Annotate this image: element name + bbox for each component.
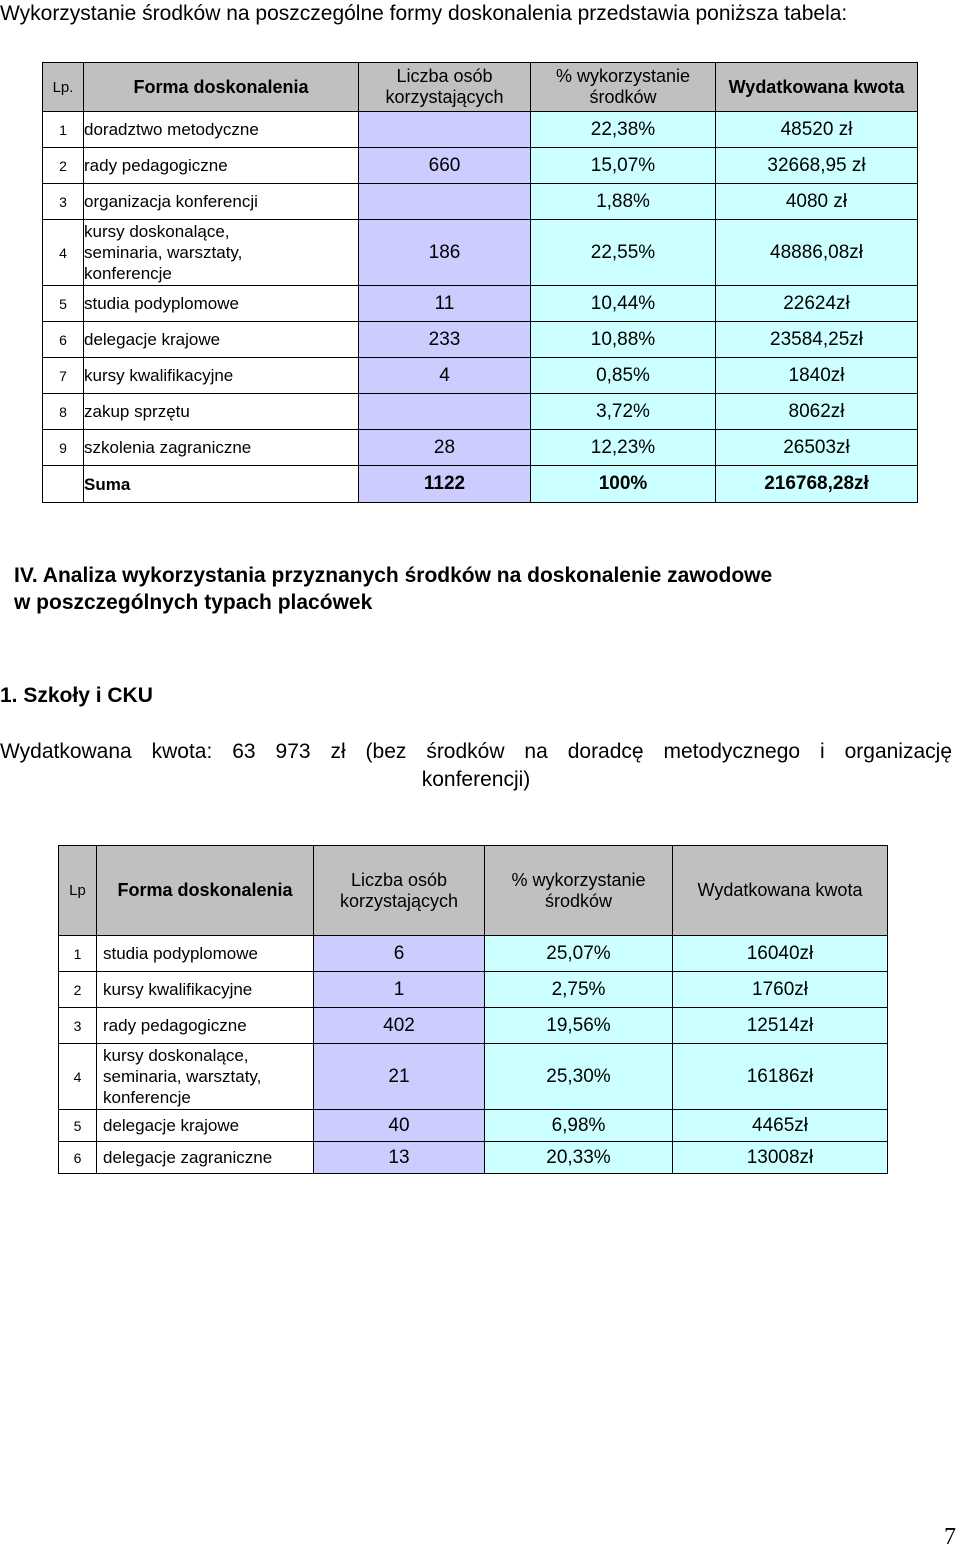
row-kwota: 48886,08zł (716, 220, 918, 286)
row-lp: 5 (59, 1110, 97, 1142)
row-pct: 10,88% (531, 322, 716, 358)
header-lp: Lp. (43, 63, 84, 112)
spent-amount-text: Wydatkowana kwota: 63 973 zł (bez środków na doradcę metodycznego i organizację konferencji) (0, 740, 952, 791)
row-forma (84, 112, 359, 148)
table-row (43, 112, 918, 148)
row-forma (84, 286, 359, 322)
table-row (59, 1008, 888, 1044)
header-forma: Forma doskonalenia (84, 63, 359, 112)
table-row (43, 286, 918, 322)
forma-line: kursy doskonalące, (103, 1046, 249, 1065)
table-row (43, 220, 918, 286)
row-pct: 10,44% (531, 286, 716, 322)
table-header-row (43, 63, 918, 112)
row-pct: 25,30% (485, 1044, 673, 1110)
forma-line: szkolenia zagraniczne (84, 438, 252, 457)
forma-line: seminaria, warsztaty, (103, 1067, 262, 1086)
table-header-row (59, 846, 888, 936)
row-liczba: 1 (314, 972, 485, 1008)
row-kwota: 12514zł (673, 1008, 888, 1044)
row-lp: 6 (43, 322, 84, 358)
row-liczba: 40 (314, 1110, 485, 1142)
row-pct: 0,85% (531, 358, 716, 394)
table-row (59, 936, 888, 972)
row-liczba: 21 (314, 1044, 485, 1110)
forma-line: konferencje (84, 264, 172, 283)
table-row (59, 972, 888, 1008)
row-kwota: 4465zł (673, 1110, 888, 1142)
row-pct: 2,75% (485, 972, 673, 1008)
row-lp: 2 (43, 148, 84, 184)
table-row (43, 430, 918, 466)
row-kwota: 22624zł (716, 286, 918, 322)
row-lp: 6 (59, 1142, 97, 1174)
row-kwota: 48520 zł (716, 112, 918, 148)
intro-text: Wykorzystanie środków na poszczególne formy doskonalenia przedstawia poniższa tabela: (0, 2, 848, 25)
sum-pct: 100% (531, 466, 716, 503)
row-liczba (359, 112, 531, 148)
row-kwota: 16040zł (673, 936, 888, 972)
table-row (59, 1044, 888, 1110)
header-lp: Lp (59, 846, 97, 936)
row-lp: 5 (43, 286, 84, 322)
forma-line: rady pedagogiczne (103, 1016, 247, 1035)
row-kwota: 13008zł (673, 1142, 888, 1174)
row-liczba: 13 (314, 1142, 485, 1174)
row-lp: 4 (43, 220, 84, 286)
row-forma (84, 394, 359, 430)
row-liczba (359, 184, 531, 220)
row-kwota: 8062zł (716, 394, 918, 430)
sum-liczba: 1122 (359, 466, 531, 503)
row-forma (97, 936, 314, 972)
row-kwota: 26503zł (716, 430, 918, 466)
header-pct: % wykorzystanie środków (531, 63, 716, 112)
row-forma (84, 358, 359, 394)
page-number: 7 (944, 1524, 956, 1550)
sum-label: Suma (84, 466, 359, 503)
table-row (43, 394, 918, 430)
row-lp: 2 (59, 972, 97, 1008)
subsection-heading-schools: 1. Szkoły i CKU (0, 684, 153, 707)
row-pct: 3,72% (531, 394, 716, 430)
row-forma (84, 322, 359, 358)
row-lp: 3 (59, 1008, 97, 1044)
header-kwota: Wydatkowana kwota (673, 846, 888, 936)
forma-line: kursy doskonalące, (84, 222, 230, 241)
row-forma (84, 220, 359, 286)
forma-line: kursy kwalifikacyjne (103, 980, 253, 999)
row-lp: 4 (59, 1044, 97, 1110)
forma-line: rady pedagogiczne (84, 156, 228, 175)
row-kwota: 32668,95 zł (716, 148, 918, 184)
sum-kwota: 216768,28zł (716, 466, 918, 503)
row-forma (84, 184, 359, 220)
table-row (43, 358, 918, 394)
forma-line: konferencje (103, 1088, 191, 1107)
forma-line: zakup sprzętu (84, 402, 190, 421)
row-forma (97, 1008, 314, 1044)
header-liczba: Liczba osób korzystających (359, 63, 531, 112)
row-liczba: 660 (359, 148, 531, 184)
forma-line: seminaria, warsztaty, (84, 243, 243, 262)
row-liczba: 28 (359, 430, 531, 466)
row-pct: 1,88% (531, 184, 716, 220)
row-pct: 22,38% (531, 112, 716, 148)
table-row (59, 1142, 888, 1174)
row-liczba: 233 (359, 322, 531, 358)
sum-lp (43, 466, 84, 503)
row-forma (97, 1142, 314, 1174)
table-row (59, 1110, 888, 1142)
row-pct: 20,33% (485, 1142, 673, 1174)
row-forma (97, 1044, 314, 1110)
forma-line: delegacje krajowe (84, 330, 221, 349)
row-lp: 9 (43, 430, 84, 466)
forma-line: delegacje krajowe (103, 1116, 240, 1135)
forma-line: organizacja konferencji (84, 192, 258, 211)
row-pct: 6,98% (485, 1110, 673, 1142)
forma-line: doradztwo metodyczne (84, 120, 259, 139)
row-pct: 12,23% (531, 430, 716, 466)
row-liczba (359, 394, 531, 430)
row-forma (84, 430, 359, 466)
row-liczba: 186 (359, 220, 531, 286)
section-heading-iv: IV. Analiza wykorzystania przyznanych środków na doskonalenie zawodowe w poszczególnych typach placówek (14, 564, 773, 614)
row-liczba: 402 (314, 1008, 485, 1044)
table-sum-row (43, 466, 918, 503)
row-liczba: 11 (359, 286, 531, 322)
row-forma (97, 1110, 314, 1142)
row-forma (97, 972, 314, 1008)
row-lp: 1 (43, 112, 84, 148)
forma-line: kursy kwalifikacyjne (84, 366, 234, 385)
row-lp: 8 (43, 394, 84, 430)
row-pct: 25,07% (485, 936, 673, 972)
table-row (43, 322, 918, 358)
row-liczba: 4 (359, 358, 531, 394)
table-schools-usage (58, 845, 888, 1174)
row-forma (84, 148, 359, 184)
row-pct: 15,07% (531, 148, 716, 184)
row-lp: 3 (43, 184, 84, 220)
header-liczba: Liczba osób korzystających (314, 846, 485, 936)
row-lp: 1 (59, 936, 97, 972)
row-pct: 22,55% (531, 220, 716, 286)
forma-line: studia podyplomowe (103, 944, 258, 963)
table-row (43, 148, 918, 184)
row-lp: 7 (43, 358, 84, 394)
row-kwota: 23584,25zł (716, 322, 918, 358)
table-forms-usage (42, 62, 918, 503)
row-kwota: 1760zł (673, 972, 888, 1008)
row-kwota: 4080 zł (716, 184, 918, 220)
row-kwota: 16186zł (673, 1044, 888, 1110)
header-kwota: Wydatkowana kwota (716, 63, 918, 112)
table-row (43, 184, 918, 220)
forma-line: studia podyplomowe (84, 294, 239, 313)
row-kwota: 1840zł (716, 358, 918, 394)
row-liczba: 6 (314, 936, 485, 972)
row-pct: 19,56% (485, 1008, 673, 1044)
header-pct: % wykorzystanie środków (485, 846, 673, 936)
header-forma: Forma doskonalenia (97, 846, 314, 936)
forma-line: delegacje zagraniczne (103, 1148, 273, 1167)
